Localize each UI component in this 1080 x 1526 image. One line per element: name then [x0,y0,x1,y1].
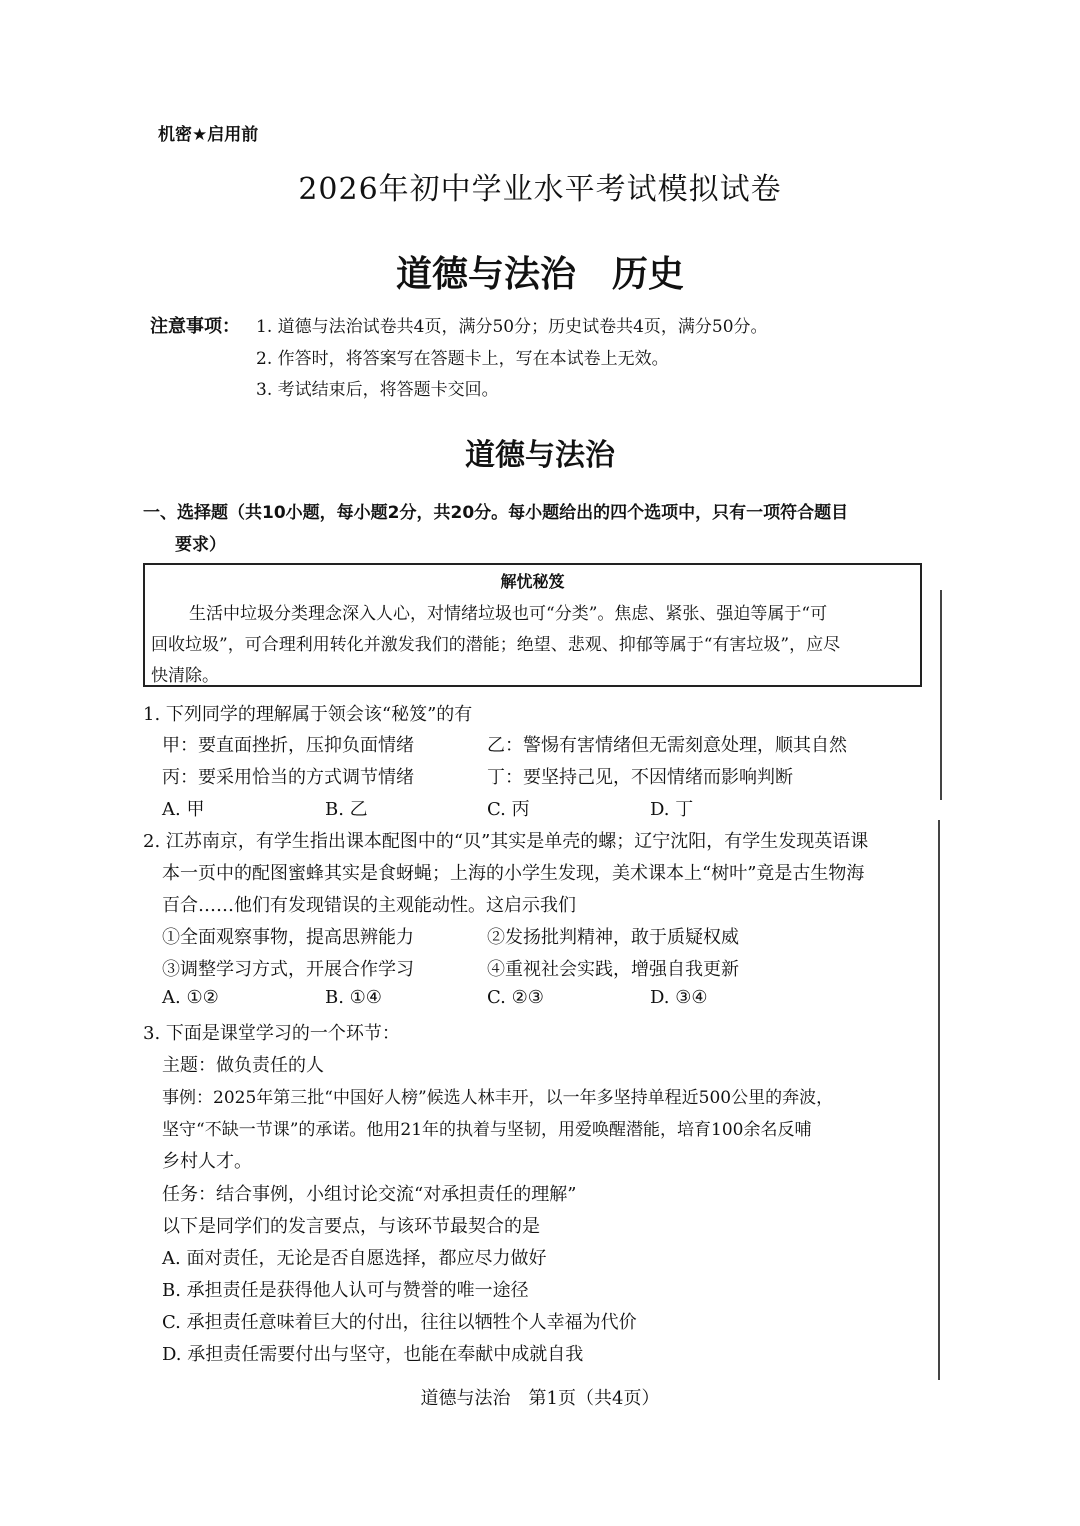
subject-moral-law: 道德与法治 [395,254,576,295]
q2-option-d: D. ③④ [650,987,708,1008]
subject-history: 历史 [612,254,685,295]
subject-title [0,246,1080,297]
confidential-label: 机密★启用前 [158,125,259,145]
part-heading-line-2: 要求） [175,535,226,555]
q1-option-c: C. 丙 [487,799,530,820]
q3-option-b: B. 承担责任是获得他人认可与赞誉的唯一途径 [162,1280,529,1301]
q1-statement-yi: 乙：警惕有害情绪但无需刻意处理，顺其自然 [487,735,847,756]
q3-option-d: D. 承担责任需要付出与坚守，也能在奉献中成就自我 [162,1344,584,1365]
q3-task: 任务：结合事例，小组讨论交流“对承担责任的理解” [162,1184,577,1205]
q1-stem: 1. 下列同学的理解属于领会该“秘笈”的有 [143,704,473,725]
scan-edge-line [940,590,942,800]
q3-case-line: 事例：2025年第三批“中国好人榜”候选人林丰开，以一年多坚持单程近500公里的奔波， [162,1088,834,1108]
q3-stem: 3. 下面是课堂学习的一个环节： [143,1023,400,1044]
scan-edge-line [938,820,940,1380]
q1-statement-bing: 丙：要采用恰当的方式调节情绪 [162,767,414,788]
q1-option-a: A. 甲 [162,799,205,820]
q2-option-a: A. ①② [162,987,219,1008]
tips-box-line: 回收垃圾”，可合理利用转化并激发我们的潜能；绝望、悲观、抑郁等属于“有害垃圾”，应尽 [151,635,841,655]
tips-box [143,563,922,687]
part-heading-line-1: 一、选择题（共10小题，每小题2分，共20分。每小题给出的四个选项中，只有一项符合题目 [143,503,849,523]
q2-statement-1: ①全面观察事物，提高思辨能力 [162,927,414,948]
q3-case-line: 坚守“不缺一节课”的承诺。他用21年的执着与坚韧，用爱唤醒潜能，培育100余名反哺 [162,1120,812,1140]
q2-stem-line: 2. 江苏南京，有学生指出课本配图中的“贝”其实是单壳的螺；辽宁沈阳，有学生发现英语课 [143,831,869,852]
q2-stem-line: 本一页中的配图蜜蜂其实是食蚜蝇；上海的小学生发现，美术课本上“树叶”竟是古生物海 [162,863,865,884]
tips-box-line: 快清除。 [151,666,219,686]
q2-option-c: C. ②③ [487,987,544,1008]
q2-statement-3: ③调整学习方式，开展合作学习 [162,959,414,980]
page-footer: 道德与法治 第1页（共4页） [420,1388,660,1409]
tips-box-line: 生活中垃圾分类理念深入人心，对情绪垃圾也可“分类”。焦虑、紧张、强迫等属于“可 [189,604,828,624]
q1-statement-jia: 甲：要直面挫折，压抑负面情绪 [162,735,414,756]
notice-item-1: 1. 道德与法治试卷共4页，满分50分；历史试卷共4页，满分50分。 [256,317,768,337]
part-heading [143,497,943,561]
q3-topic: 主题：做负责任的人 [162,1055,324,1076]
exam-title: 2026年初中学业水平考试模拟试卷 [298,172,782,207]
q3-prompt: 以下是同学们的发言要点，与该环节最契合的是 [162,1216,540,1237]
q2-statement-2: ②发扬批判精神，敢于质疑权威 [487,927,739,948]
notice-label: 注意事项： [150,316,240,337]
q2-statement-4: ④重视社会实践，增强自我更新 [487,959,739,980]
notice-item-2: 2. 作答时，将答案写在答题卡上，写在本试卷上无效。 [256,349,669,369]
q2-stem-line: 百合……他们有发现错误的主观能动性。这启示我们 [162,895,576,916]
q2-option-b: B. ①④ [325,987,382,1008]
q3-option-a: A. 面对责任，无论是否自愿选择，都应尽力做好 [162,1248,547,1269]
q1-statement-ding: 丁：要坚持己见，不因情绪而影响判断 [487,767,793,788]
q1-option-d: D. 丁 [650,799,694,820]
tips-box-title: 解忧秘笈 [500,572,565,591]
q3-option-c: C. 承担责任意味着巨大的付出，往往以牺牲个人幸福为代价 [162,1312,637,1333]
q1-option-b: B. 乙 [325,799,368,820]
section-title: 道德与法治 [465,438,615,473]
q3-case-line: 乡村人才。 [162,1151,252,1172]
notice-item-3: 3. 考试结束后，将答题卡交回。 [256,380,499,400]
